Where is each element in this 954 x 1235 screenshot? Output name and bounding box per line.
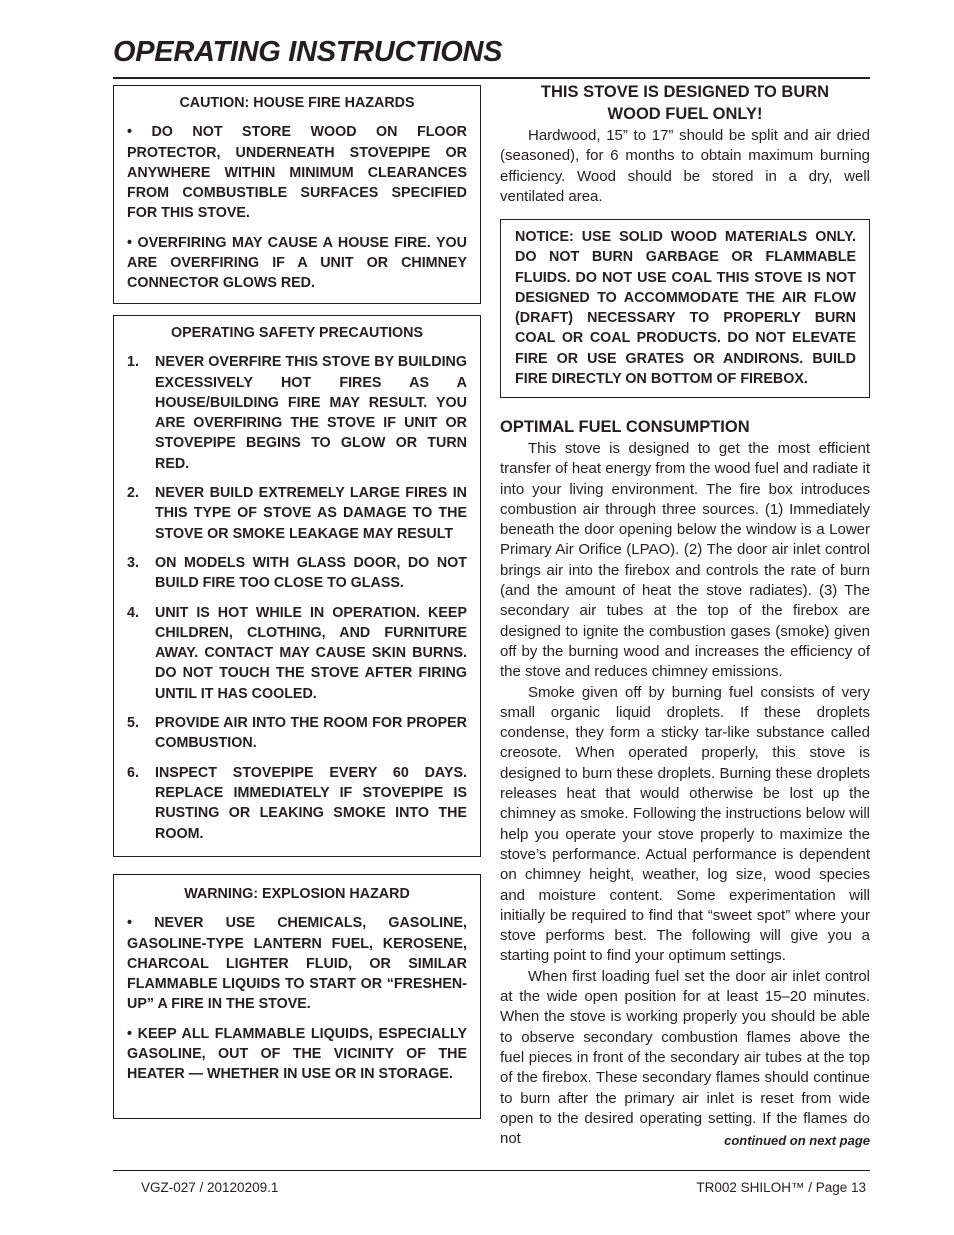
warning-heading: WARNING: EXPLOSION HAZARD xyxy=(184,886,410,902)
notice-text: NOTICE: USE SOLID WOOD MATERIALS ONLY. DO NOT BURN GARBAGE OR FLAMMABLE FLUIDS. DO NOT USE COAL THIS STOVE IS NOT DESIGNED TO ACCOMMODATE THE AIR FLOW (DRAFT) NECESSARY TO PROPERLY BURN COAL OR COAL PRODUCTS. DO NOT ELEVATE FIRE OR USE GRATES OR ANDIRONS. BUILD FIRE DIRECTLY ON BOTTOM OF FIREBOX. xyxy=(515,229,856,388)
optimal-paragraph: Smoke given off by burning fuel consists of very small organic liquid droplets. If these droplets condense, they form a sticky tar-like substance called creosote. When operated properly, this stove is designed to burn these droplets. Burning these droplets releases heat that would otherwise be lost up the chimney as smoke. Following the instructions below will help you operate your stove properly to maximize the stove’s performance. Actual performance is dependent on chimney height, weather, log size, wood species and moisture content. Some experimentation will initially be required to find that “sweet spot” where your stove performs best. The following will give you a starting point to find your optimum settings. xyxy=(500,683,870,965)
warning-bullet: • KEEP ALL FLAMMABLE LIQUIDS, ESPECIALLY GASOLINE, OUT OF THE VICINITY OF THE HEATER — WHETHER IN USE OR IN STORAGE. xyxy=(127,1025,467,1083)
page-title: OPERATING INSTRUCTIONS xyxy=(113,36,503,68)
safety-item-number: 3. xyxy=(127,554,139,571)
optimal-paragraph: When first loading fuel set the door air inlet control at the wide open position for at least 15–20 minutes. When the stove is working properly you should be able to observe secondary combustion flames above the fuel pieces in front of the secondary air tubes at the top of the firebox. These secondary flames should continue to burn after the primary air inlet is reset from wide open to the desired operating setting. If the flames do not xyxy=(500,967,870,1148)
safety-item xyxy=(127,713,467,754)
safety-item-text: INSPECT STOVEPIPE EVERY 60 DAYS. REPLACE IMMEDIATELY IF STOVEPIPE IS RUSTING OR LEAKING SMOKE INTO THE ROOM. xyxy=(155,764,467,842)
wood-fuel-text: Hardwood, 15” to 17” should be split and air dried (seasoned), for 6 months to obtain maximum burning efficiency. Wood should be stored in a dry, well ventilated area. xyxy=(500,127,870,205)
wood-fuel-heading xyxy=(500,81,870,125)
safety-item-number: 2. xyxy=(127,485,139,502)
caution-house-fire-box xyxy=(113,85,481,304)
safety-item-number: 4. xyxy=(127,604,139,621)
safety-item-text: NEVER OVERFIRE THIS STOVE BY BUILDING EXCESSIVELY HOT FIRES AS A HOUSE/BUILDING FIRE MAY RESULT. YOU ARE OVERFIRING THE STOVE IF UNIT OR STOVEPIPE BEGINS TO GLOW OR TURN RED. xyxy=(155,354,467,472)
footer-page-number: TR002 SHILOH™ / Page 13 xyxy=(696,1180,866,1195)
safety-item xyxy=(127,483,467,544)
notice-box xyxy=(500,219,870,398)
footer-doc-code: VGZ-027 / 20120209.1 xyxy=(141,1180,279,1195)
wood-fuel-heading-line: WOOD FUEL ONLY! xyxy=(607,105,763,123)
safety-list xyxy=(127,352,467,844)
optimal-fuel-body xyxy=(500,439,870,1149)
safety-item xyxy=(127,763,467,844)
wood-fuel-heading-line: THIS STOVE IS DESIGNED TO BURN xyxy=(540,83,830,101)
safety-item-text: ON MODELS WITH GLASS DOOR, DO NOT BUILD FIRE TOO CLOSE TO GLASS. xyxy=(155,554,467,592)
continued-note: continued on next page xyxy=(724,1133,870,1148)
wood-fuel-text-block xyxy=(500,126,870,207)
caution-bullet: • OVERFIRING MAY CAUSE A HOUSE FIRE. YOU ARE OVERFIRING IF A UNIT OR CHIMNEY CONNECTOR GLOWS RED. xyxy=(127,234,467,292)
safety-heading: OPERATING SAFETY PRECAUTIONS xyxy=(170,325,424,341)
caution-bullet: • DO NOT STORE WOOD ON FLOOR PROTECTOR, UNDERNEATH STOVEPIPE OR ANYWHERE WITHIN MINIMUM CLEARANCES FROM COMBUSTIBLE SURFACES SPECIFIED FOR THIS STOVE. xyxy=(127,124,467,222)
safety-item-number: 1. xyxy=(127,354,139,371)
warning-bullet: • NEVER USE CHEMICALS, GASOLINE, GASOLINE-TYPE LANTERN FUEL, KEROSENE, CHARCOAL LIGHTER FLUID, OR SIMILAR FLAMMABLE LIQUIDS TO START OR “FRESHEN-UP” A FIRE IN THE STOVE. xyxy=(127,915,467,1013)
safety-item-text: NEVER BUILD EXTREMELY LARGE FIRES IN THIS TYPE OF STOVE AS DAMAGE TO THE STOVE OR SMOKE LEAKAGE MAY RESULT xyxy=(155,485,467,542)
title-rule xyxy=(113,77,870,79)
optimal-fuel-heading: OPTIMAL FUEL CONSUMPTION xyxy=(500,418,750,436)
warning-explosion-box xyxy=(113,874,481,1119)
footer-rule xyxy=(113,1170,870,1171)
safety-item xyxy=(127,603,467,704)
safety-item xyxy=(127,352,467,474)
safety-item xyxy=(127,553,467,594)
safety-precautions-box xyxy=(113,315,481,857)
caution-heading: CAUTION: HOUSE FIRE HAZARDS xyxy=(179,95,415,111)
safety-item-text: UNIT IS HOT WHILE IN OPERATION. KEEP CHILDREN, CLOTHING, AND FURNITURE AWAY. CONTACT MAY CAUSE SKIN BURNS. DO NOT TOUCH THE STOVE AFTER FIRING UNTIL IT HAS COOLED. xyxy=(155,604,467,702)
safety-item-text: PROVIDE AIR INTO THE ROOM FOR PROPER COMBUSTION. xyxy=(155,715,467,752)
safety-item-number: 5. xyxy=(127,715,139,732)
safety-item-number: 6. xyxy=(127,764,139,781)
optimal-paragraph: This stove is designed to get the most efficient transfer of heat energy from the wood fuel and radiate it into your living environment. The fire box introduces combustion air through three sources. (1) Immediately beneath the door opening below the window is a Lower Primary Air Orifice (LPAO). (2) The door air inlet control brings air into the firebox and controls the rate of burn (and the amount of heat the stove radiates). (3) The secondary air tubes at the top of the firebox are designed to ignite the combustion gases (smoke) given off by the burning wood and increases the efficiency of the stove and reduces chimney emissions. xyxy=(500,440,870,681)
